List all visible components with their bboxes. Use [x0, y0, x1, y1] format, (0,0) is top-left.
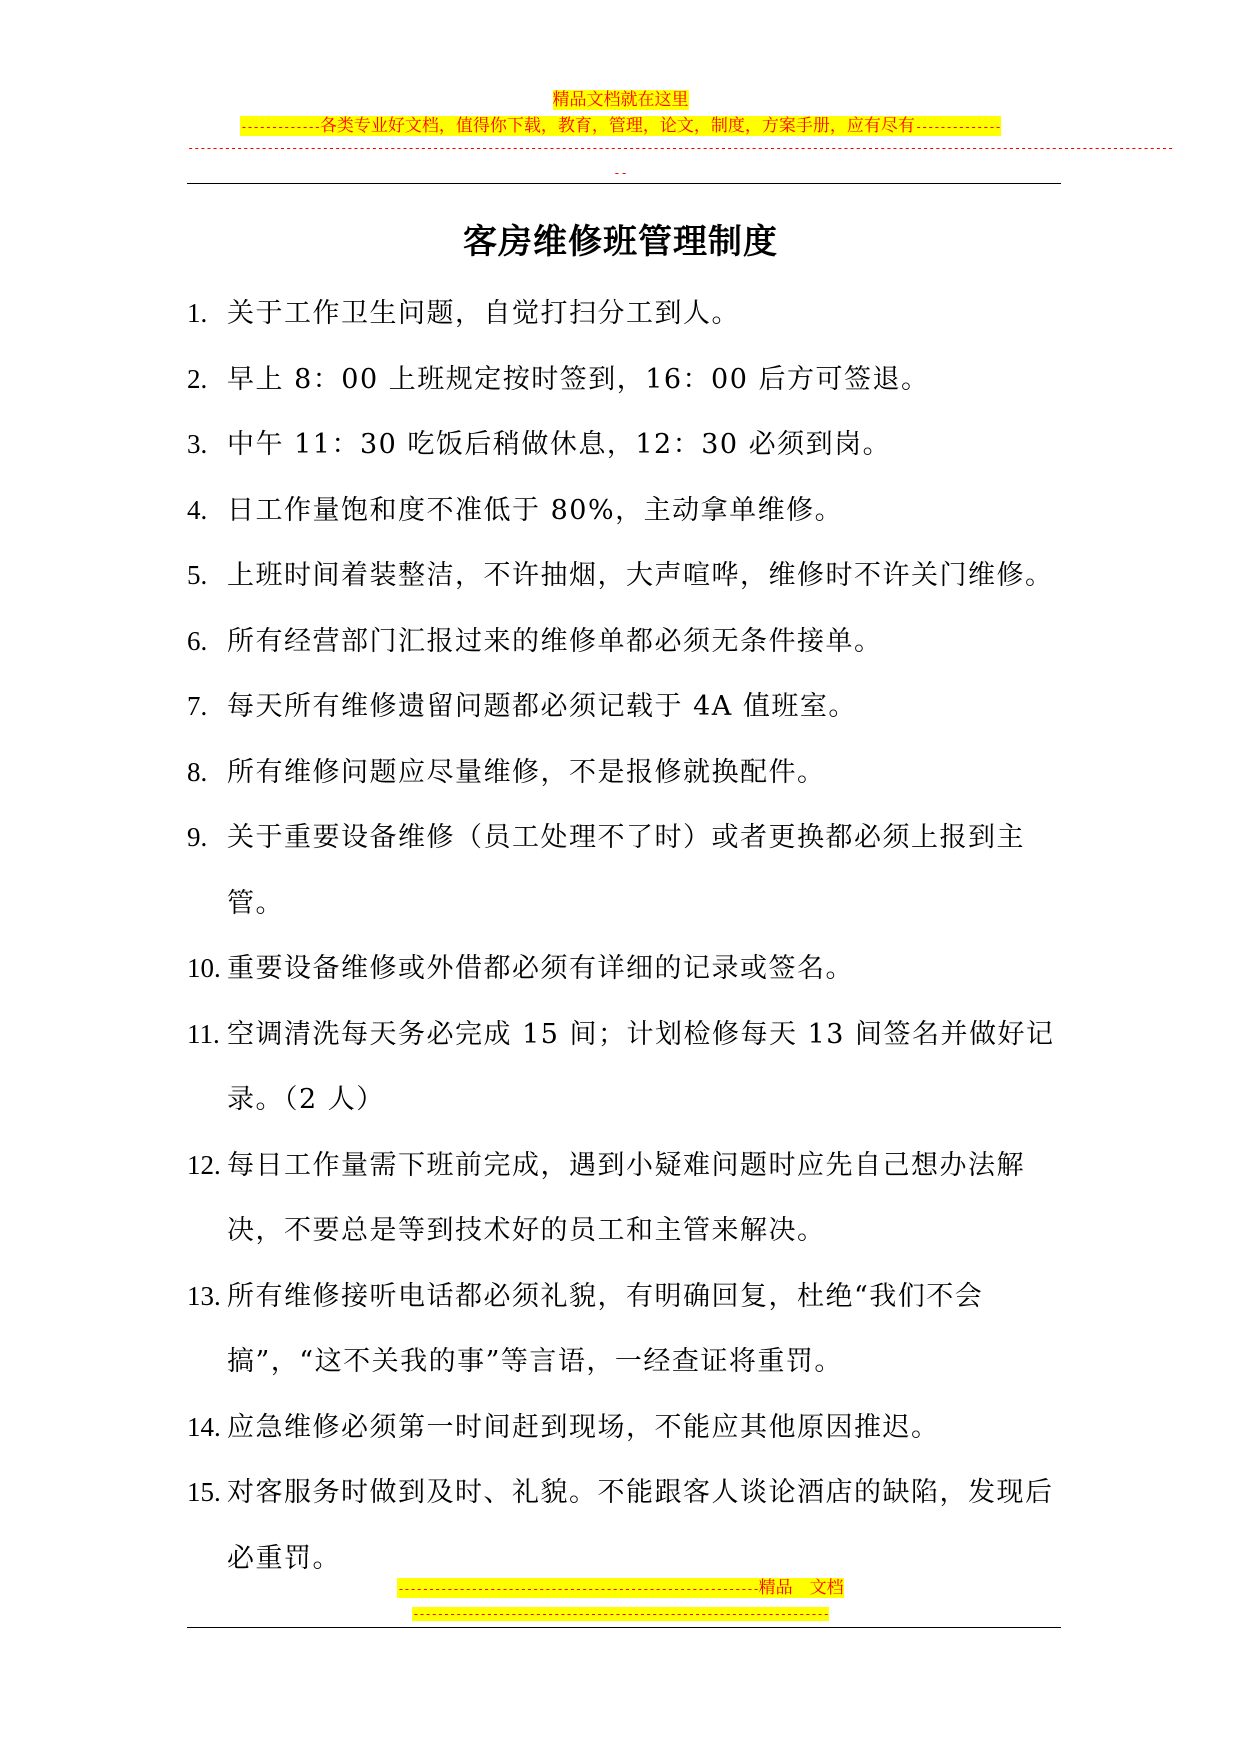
- rule-number: 12.: [187, 1149, 221, 1180]
- rule-text: 关于重要设备维修（员工处理不了时）或者更换都必须上报到主管。: [227, 822, 1025, 919]
- header-dash-row-2: --: [613, 166, 628, 180]
- rule-text: 日工作量饱和度不准低于 80%，主动拿单维修。: [227, 494, 844, 526]
- document-title: 客房维修班管理制度: [463, 222, 778, 262]
- rule-text: 所有经营部门汇报过来的维修单都必须无条件接单。: [227, 625, 883, 657]
- rule-item: [187, 805, 1067, 936]
- rule-number: 3.: [187, 429, 208, 459]
- rule-number: 9.: [187, 822, 208, 852]
- header-title-text: 精品文档就在这里: [552, 90, 689, 110]
- footer-banner-2: [0, 1602, 1241, 1625]
- rule-number: 2.: [187, 363, 208, 394]
- rule-item: [187, 281, 1067, 347]
- rule-number: 10.: [187, 953, 221, 983]
- rule-text: 上班时间着装整洁，不许抽烟，大声喧哗，维修时不许关门维修。: [227, 560, 1054, 591]
- rule-number: 11.: [187, 1018, 220, 1049]
- rule-text: 中午 11：30 吃饭后稍做休息，12：30 必须到岗。: [227, 429, 892, 460]
- rule-text: 每日工作量需下班前完成，遇到小疑难问题时应先自己想办法解决，不要总是等到技术好的员工和主管来解决。: [227, 1149, 1025, 1246]
- rule-item: [187, 1133, 1067, 1264]
- rule-item: [187, 1460, 1067, 1591]
- rule-text: 应急维修必须第一时间赶到现场，不能应其他原因推迟。: [227, 1411, 940, 1443]
- rule-item: [187, 1002, 1067, 1133]
- header-banner-title: [0, 89, 1241, 111]
- rule-item: [187, 412, 1067, 478]
- rule-number: 7.: [187, 691, 208, 721]
- rule-item: [187, 740, 1067, 806]
- rule-text: 关于工作卫生问题，自觉打扫分工到人。: [227, 298, 740, 329]
- header-divider: [187, 183, 1061, 184]
- rule-item: [187, 1264, 1067, 1395]
- footer-banner: [0, 1577, 1241, 1600]
- rule-text: 早上 8：00 上班规定按时签到，16：00 后方可签退。: [227, 363, 930, 395]
- footer-dash-2: --------------------------------------------------------------------: [412, 1607, 829, 1621]
- header-tagline-text: 各类专业好文档，值得你下载，教育，管理，论文，制度，方案手册，应有尽有: [319, 116, 915, 136]
- rule-number: 6.: [187, 625, 208, 656]
- footer-dash-1: -----------------------------------------------------------: [397, 1582, 759, 1596]
- rule-item: [187, 1395, 1067, 1461]
- rule-number: 1.: [187, 298, 208, 328]
- rule-number: 14.: [187, 1411, 221, 1442]
- rule-item: [187, 347, 1067, 413]
- rules-list: [187, 281, 1067, 1591]
- rule-text: 空调清洗每天务必完成 15 间；计划检修每天 13 间签名并做好记录。（2 人）: [227, 1018, 1055, 1115]
- header-dash-left: -------------: [240, 120, 320, 134]
- rule-item: [187, 478, 1067, 544]
- rule-item: [187, 609, 1067, 675]
- rule-item: [187, 543, 1067, 609]
- rule-number: 5.: [187, 560, 208, 590]
- footer-line-1: [397, 1578, 843, 1598]
- rule-item: [187, 936, 1067, 1002]
- rule-text: 每天所有维修遗留问题都必须记载于 4A 值班室。: [227, 691, 857, 722]
- rule-text: 所有维修接听电话都必须礼貌，有明确回复，杜绝“我们不会搞”，“这不关我的事”等言语，一经查证将重罚。: [227, 1280, 984, 1377]
- rule-number: 13.: [187, 1280, 221, 1311]
- rule-number: 4.: [187, 494, 208, 525]
- header-dash-right: --------------: [914, 120, 1001, 134]
- rule-item: [187, 674, 1067, 740]
- header-dash-row: -----------------------------------------------------------------------------------------------------------------------------------------------------------------: [187, 141, 1174, 155]
- rule-text: 重要设备维修或外借都必须有详细的记录或签名。: [227, 953, 854, 984]
- rule-number: 8.: [187, 756, 208, 787]
- header-tagline: [240, 116, 1000, 136]
- rule-number: 15.: [187, 1477, 221, 1507]
- footer-divider: [187, 1627, 1061, 1628]
- footer-text: 精品 文档: [758, 1578, 844, 1598]
- rule-text: 对客服务时做到及时、礼貌。不能跟客人谈论酒店的缺陷，发现后必重罚。: [227, 1477, 1054, 1574]
- header-banner-tagline: [0, 115, 1241, 138]
- rule-text: 所有维修问题应尽量维修，不是报修就换配件。: [227, 756, 826, 788]
